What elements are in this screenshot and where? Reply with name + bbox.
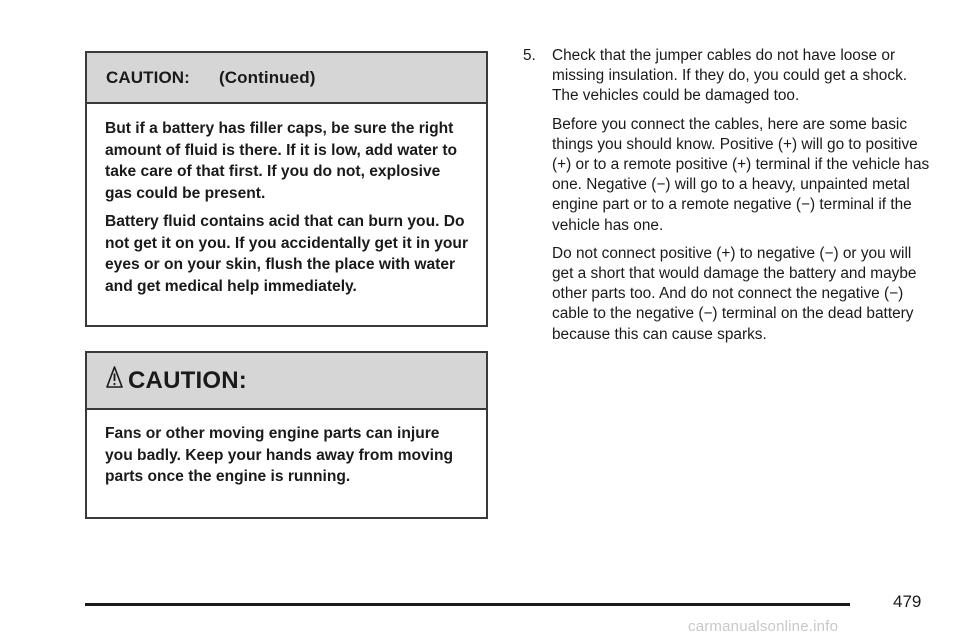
continued-label: (Continued) [219,67,316,87]
step-item [523,46,933,107]
instructions-column [523,46,933,345]
caution-box-fans [85,351,488,519]
caution-box-continued [85,51,488,327]
caution-body [87,104,486,297]
caution-title: CAUTION: [128,366,247,394]
warning-triangle-icon [106,366,123,390]
watermark: carmanualsonline.info [688,618,839,635]
page-number: 479 [893,592,922,611]
caution-paragraph: But if a battery has filler caps, be sure the right amount of fluid is there. If it is low, add water to take care of that first. If you do not, explosive gas could be present. [105,120,458,202]
caution-header [87,53,486,104]
step-number: 5. [523,47,536,64]
step-paragraph: Before you connect the cables, here are some basic things you should know. Positive (+) will go to positive (+) or to a remote positive (+) terminal if the vehicle has one. Negative (−) will go to a heavy, unpainted metal engine part or to a remote negative (−) terminal if the vehicle has one. [552,115,930,234]
caution-header [87,353,486,410]
caution-body [87,410,486,488]
caution-paragraph: Fans or other moving engine parts can injure you badly. Keep your hands away from moving parts once the engine is running. [105,425,454,485]
footer-rule [85,603,850,606]
step-text: Check that the jumper cables do not have loose or missing insulation. If they do, you could get a shock. The vehicles could be damaged too. [552,47,908,105]
step-paragraph: Do not connect positive (+) to negative (−) or you will get a short that would damage the battery and maybe other parts too. And do not connect the negative (−) cable to the negative (−) terminal on the dead battery because this can cause sparks. [552,244,917,343]
caution-label: CAUTION: [106,67,190,87]
caution-paragraph: Battery fluid contains acid that can burn you. Do not get it on you. If you accidentally get it in your eyes or on your skin, flush the place with water and get medical help immediately. [105,213,469,295]
